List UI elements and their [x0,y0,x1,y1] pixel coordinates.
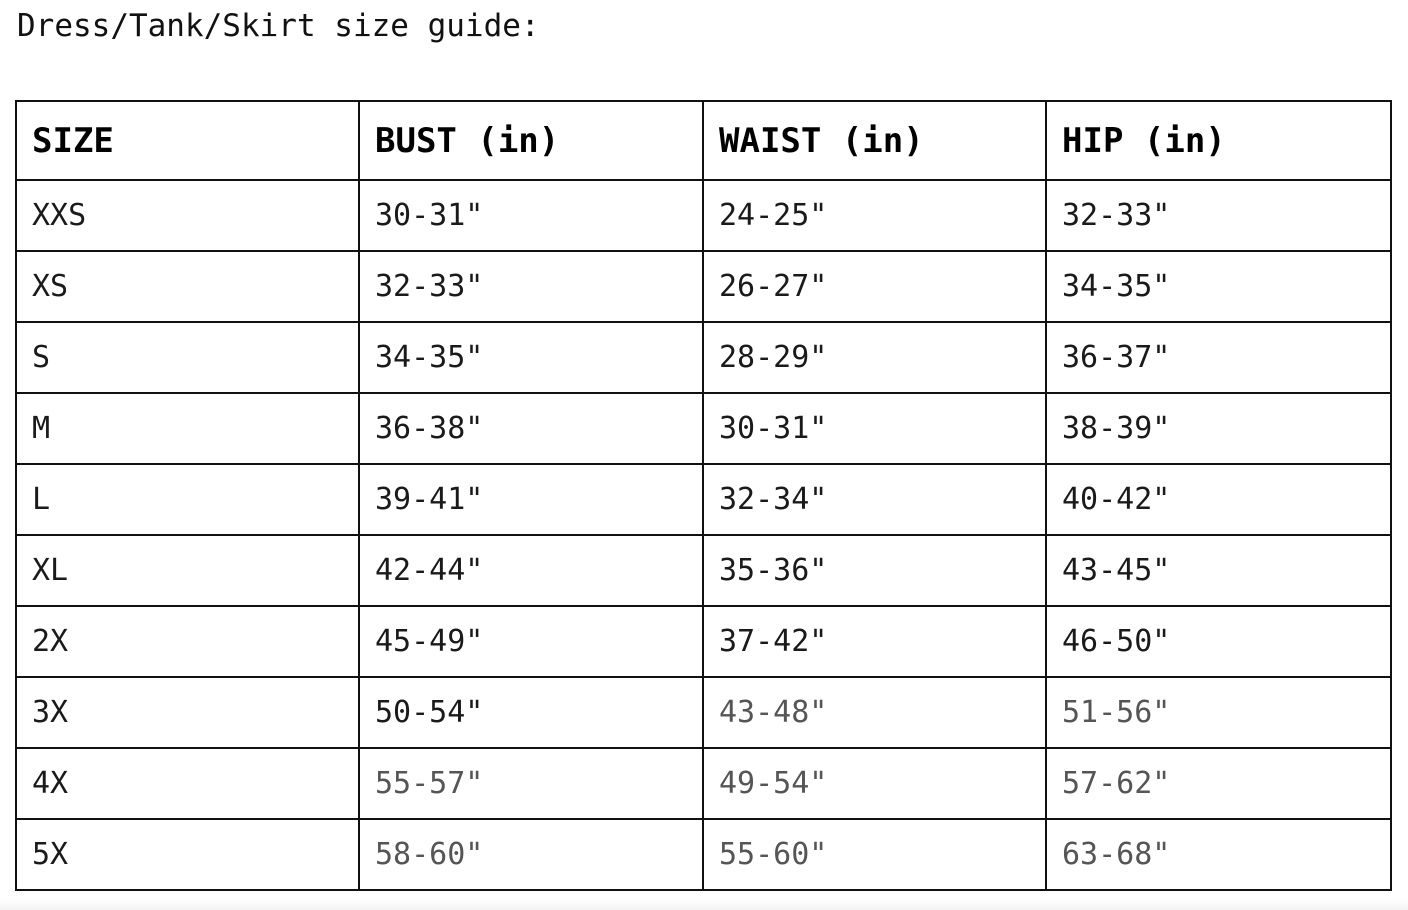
cell-waist: 55-60" [703,819,1046,890]
cell-hip: 57-62" [1046,748,1391,819]
table-row [16,393,1391,464]
cell-bust: 36-38" [359,393,703,464]
table-row [16,251,1391,322]
cell-waist: 26-27" [703,251,1046,322]
cell-waist: 35-36" [703,535,1046,606]
page-title: Dress/Tank/Skirt size guide: [17,8,540,44]
header-size: SIZE [16,101,359,180]
cell-size: 5X [16,819,359,890]
header-hip: HIP (in) [1046,101,1391,180]
cell-bust: 32-33" [359,251,703,322]
cell-bust: 30-31" [359,180,703,251]
table-row [16,180,1391,251]
cell-size: 4X [16,748,359,819]
cell-bust: 39-41" [359,464,703,535]
cell-hip: 34-35" [1046,251,1391,322]
table-row [16,748,1391,819]
cell-waist: 30-31" [703,393,1046,464]
cell-size: 3X [16,677,359,748]
cell-waist: 37-42" [703,606,1046,677]
cell-size: XS [16,251,359,322]
header-waist: WAIST (in) [703,101,1046,180]
cell-hip: 46-50" [1046,606,1391,677]
cell-bust: 55-57" [359,748,703,819]
table-row [16,464,1391,535]
table-header-row [16,101,1391,180]
cell-size: XXS [16,180,359,251]
cell-bust: 34-35" [359,322,703,393]
cell-hip: 36-37" [1046,322,1391,393]
cell-waist: 32-34" [703,464,1046,535]
header-bust: BUST (in) [359,101,703,180]
cell-bust: 45-49" [359,606,703,677]
size-guide-table [15,100,1392,891]
cell-waist: 43-48" [703,677,1046,748]
table-row [16,535,1391,606]
cell-hip: 63-68" [1046,819,1391,890]
cell-hip: 43-45" [1046,535,1391,606]
cell-hip: 51-56" [1046,677,1391,748]
cell-bust: 42-44" [359,535,703,606]
cell-hip: 40-42" [1046,464,1391,535]
cell-bust: 50-54" [359,677,703,748]
table-row [16,819,1391,890]
table-row [16,606,1391,677]
cell-size: XL [16,535,359,606]
cell-hip: 32-33" [1046,180,1391,251]
cell-waist: 49-54" [703,748,1046,819]
cell-bust: 58-60" [359,819,703,890]
page-bottom-edge [0,898,1408,910]
cell-size: 2X [16,606,359,677]
cell-size: M [16,393,359,464]
cell-waist: 24-25" [703,180,1046,251]
table-row [16,322,1391,393]
cell-waist: 28-29" [703,322,1046,393]
table-row [16,677,1391,748]
cell-size: L [16,464,359,535]
cell-hip: 38-39" [1046,393,1391,464]
cell-size: S [16,322,359,393]
